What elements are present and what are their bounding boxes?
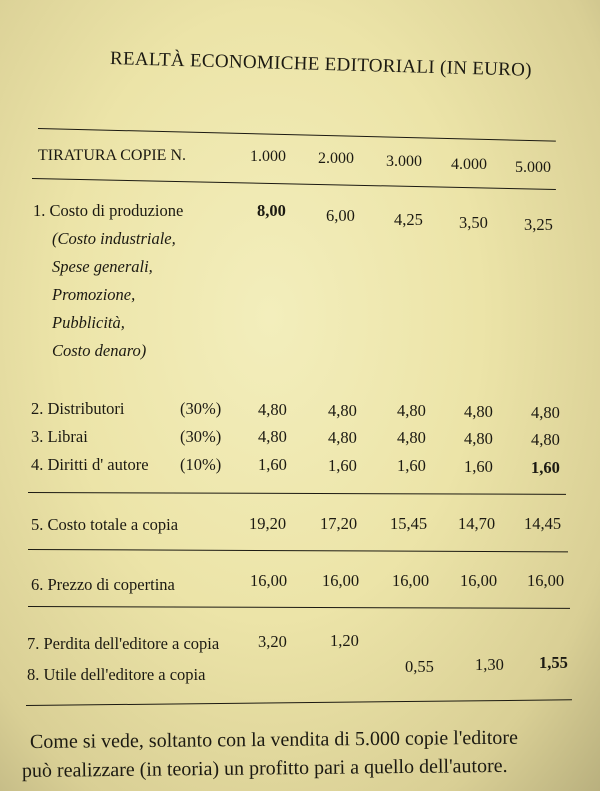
rule-after-costs (28, 492, 566, 495)
row-pct-distributori: (30%) (180, 399, 222, 418)
cell-value: 0,55 (405, 657, 434, 676)
cell-value: 1,60 (397, 456, 426, 475)
cell-value: 4,25 (394, 210, 423, 229)
rule-bottom (26, 699, 572, 706)
cell-value: 16,00 (322, 571, 360, 590)
rule-header (32, 178, 556, 190)
cell-value: 1,60 (328, 456, 357, 475)
cell-value: 8,00 (257, 201, 286, 220)
header-col-5: 5.000 (515, 159, 551, 176)
rule-after-price (28, 606, 570, 609)
cell-value: 1,60 (531, 458, 560, 477)
cell-value: 1,30 (475, 655, 504, 674)
cell-value: 4,80 (258, 427, 287, 446)
cell-value: 16,00 (392, 571, 430, 590)
cell-value: 6,00 (326, 206, 355, 225)
cell-value: 4,80 (531, 403, 560, 422)
cell-value: 15,45 (390, 514, 428, 533)
header-col-3: 3.000 (386, 153, 422, 170)
header-col-2: 2.000 (318, 150, 354, 167)
cell-value: 16,00 (250, 571, 288, 590)
cell-value: 4,80 (328, 428, 357, 447)
cell-value: 1,60 (258, 455, 287, 474)
cell-value: 1,20 (330, 631, 359, 650)
detail-line: Spese generali, (52, 257, 153, 276)
row-label-librai: 3. Librai (31, 427, 88, 446)
detail-line: (Costo industriale, (52, 229, 176, 248)
rule-top (38, 128, 556, 142)
cell-value: 4,80 (397, 401, 426, 420)
cell-value: 14,45 (524, 514, 562, 533)
row-pct-diritti: (10%) (180, 455, 222, 474)
cell-value: 1,60 (464, 457, 493, 476)
detail-line: Costo denaro) (52, 341, 147, 360)
row-label-prezzo: 6. Prezzo di copertina (31, 575, 175, 594)
detail-line: Promozione, (52, 285, 136, 304)
cell-value: 4,80 (464, 429, 493, 448)
cell-value: 4,80 (328, 401, 357, 420)
cell-value: 3,25 (524, 215, 553, 234)
cell-value: 4,80 (397, 428, 426, 447)
cell-value: 3,50 (459, 213, 488, 232)
cell-value: 16,00 (527, 571, 565, 590)
row-label-perdita: 7. Perdita dell'editore a copia (27, 634, 220, 653)
header-col-4: 4.000 (451, 156, 487, 173)
cell-value: 4,80 (464, 402, 493, 421)
cell-value: 17,20 (320, 514, 358, 533)
row-label-costo-produzione: 1. Costo di produzione (33, 201, 184, 220)
table-title: REALTÀ ECONOMICHE EDITORIALI (IN EURO) (109, 48, 533, 81)
cell-value: 4,80 (531, 430, 560, 449)
cell-value: 1,55 (539, 653, 568, 672)
row-label-utile: 8. Utile dell'editore a copia (27, 665, 206, 684)
header-label: TIRATURA COPIE N. (38, 147, 187, 164)
row-label-costo-totale: 5. Costo totale a copia (31, 515, 179, 534)
row-label-diritti: 4. Diritti d' autore (31, 455, 149, 474)
cell-value: 14,70 (458, 514, 496, 533)
row-pct-librai: (30%) (180, 427, 222, 446)
cell-value: 3,20 (258, 632, 287, 651)
paragraph-line-1: Come si vede, soltanto con la vendita di 5.000 copie l'editore (29, 726, 519, 753)
cell-value: 19,20 (249, 514, 287, 533)
header-col-1: 1.000 (250, 148, 286, 165)
paragraph-line-2: può realizzare (in teoria) un profitto pari a quello dell'autore. (21, 754, 508, 782)
rule-after-total (28, 549, 568, 552)
cell-value: 4,80 (258, 400, 287, 419)
cell-value: 16,00 (460, 571, 498, 590)
row-label-distributori: 2. Distributori (31, 399, 125, 418)
detail-line: Pubblicità, (52, 313, 125, 332)
